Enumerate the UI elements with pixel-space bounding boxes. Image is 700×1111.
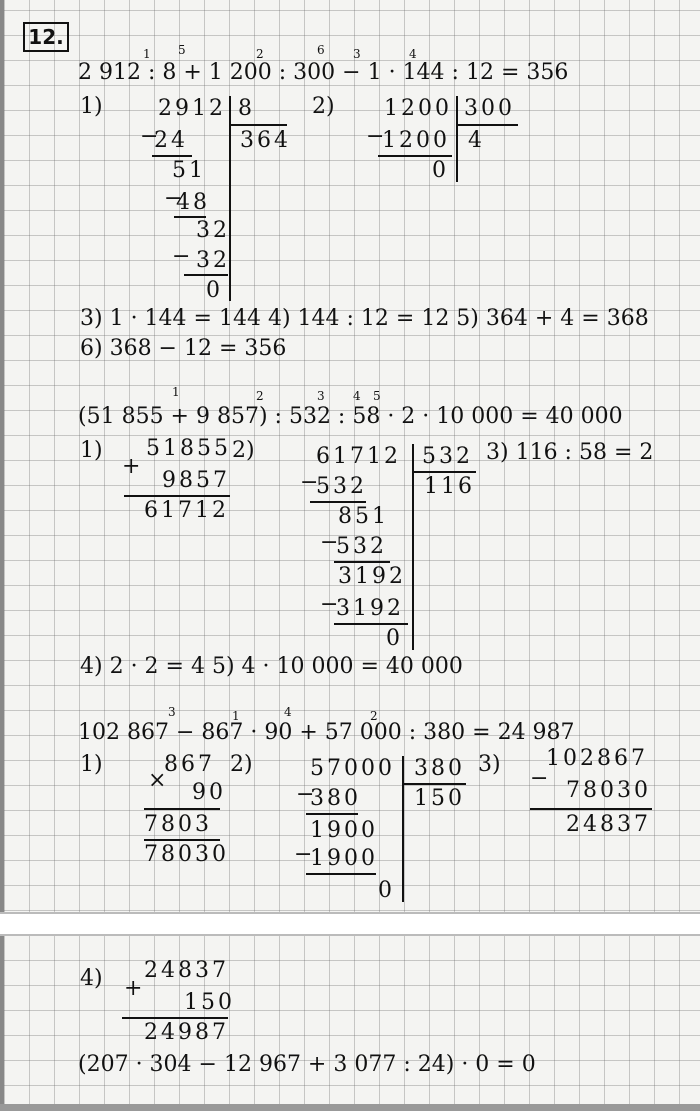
quotient: 364 — [240, 128, 291, 153]
remainder: 3192 — [338, 564, 406, 589]
sum: 24987 — [144, 1020, 229, 1045]
dividend: 2912 — [158, 96, 226, 121]
order-mark: 1 — [172, 385, 180, 399]
remainder: 0 — [386, 626, 400, 651]
dividend: 61712 — [316, 444, 401, 469]
remainder: 32 — [196, 218, 230, 243]
order-mark: 6 — [317, 43, 325, 57]
remainder: 0 — [206, 278, 220, 303]
subtrahend: 78030 — [566, 778, 651, 803]
underline — [184, 274, 228, 276]
underline — [378, 155, 452, 157]
underline — [124, 495, 230, 497]
division-underline — [231, 124, 287, 126]
quotient: 116 — [424, 474, 475, 499]
minus-sign: − — [320, 530, 339, 555]
minus-sign: − — [530, 766, 549, 791]
remainder: 0 — [432, 158, 446, 183]
sum: 61712 — [144, 498, 229, 523]
remainder: 1900 — [310, 818, 378, 843]
factor: 867 — [164, 752, 215, 777]
order-mark: 3 — [168, 705, 176, 719]
division-underline — [404, 783, 466, 785]
order-mark: 4 — [353, 389, 361, 403]
order-mark: 4 — [284, 705, 292, 719]
divisor: 8 — [238, 96, 252, 121]
step-label: 4) — [80, 966, 103, 991]
step-label: 3) — [478, 752, 501, 777]
division-underline — [458, 124, 518, 126]
order-mark: 2 — [370, 709, 378, 723]
underline — [122, 1017, 228, 1019]
underline — [530, 808, 652, 810]
subtrahend: 32 — [196, 248, 230, 273]
remainder: 851 — [338, 504, 389, 529]
addend: 9857 — [162, 468, 230, 493]
minus-sign: − — [296, 782, 315, 807]
minuend: 102867 — [546, 746, 648, 771]
page-edge-left — [0, 0, 4, 1111]
division-bar — [456, 96, 458, 182]
underline — [334, 623, 408, 625]
steps-line: 3) 1 · 144 = 144 4) 144 : 12 = 12 5) 364 + 4 = 368 — [80, 306, 649, 331]
addend: 150 — [184, 990, 235, 1015]
steps-line: 4) 2 · 2 = 4 5) 4 · 10 000 = 40 000 — [80, 654, 463, 679]
order-mark: 1 — [143, 47, 151, 61]
remainder: 51 — [172, 158, 206, 183]
addend: 51855 — [146, 436, 231, 461]
subtrahend: 3192 — [336, 596, 404, 621]
underline — [152, 155, 192, 157]
division-underline — [414, 471, 476, 473]
divisor: 380 — [414, 756, 465, 781]
expression-3: 102 867 − 867 · 90 + 57 000 : 380 = 24 987 — [78, 720, 575, 745]
plus-sign: + — [122, 454, 141, 479]
underline — [144, 808, 220, 810]
page-edge-bottom — [0, 1104, 700, 1111]
dividend: 1200 — [384, 96, 452, 121]
subtrahend: 1200 — [382, 128, 450, 153]
step-label: 2) — [232, 438, 255, 463]
order-mark: 4 — [409, 47, 417, 61]
minus-sign: − — [366, 124, 385, 149]
subtrahend: 532 — [336, 534, 387, 559]
step-label: 1) — [80, 438, 103, 463]
addend: 24837 — [144, 958, 229, 983]
dividend: 57000 — [310, 756, 395, 781]
underline — [306, 873, 376, 875]
divisor: 300 — [464, 96, 515, 121]
minus-sign: − — [320, 592, 339, 617]
product: 78030 — [144, 842, 229, 867]
division-bar — [412, 444, 414, 650]
underline — [310, 501, 366, 503]
minus-sign: − — [164, 186, 183, 211]
subtrahend: 380 — [310, 786, 361, 811]
expression-4: (207 · 304 − 12 967 + 3 077 : 24) · 0 = 0 — [78, 1052, 536, 1077]
minus-sign: − — [140, 124, 159, 149]
subtrahend: 48 — [176, 190, 210, 215]
remainder: 0 — [378, 878, 392, 903]
subtrahend: 532 — [316, 474, 367, 499]
underline — [144, 839, 220, 841]
subtrahend: 24 — [154, 128, 188, 153]
difference: 24837 — [566, 812, 651, 837]
quotient: 150 — [414, 786, 465, 811]
order-mark: 3 — [317, 389, 325, 403]
order-mark: 1 — [232, 709, 240, 723]
times-sign: × — [148, 768, 167, 793]
subtrahend: 1900 — [310, 846, 378, 871]
step-label: 2) — [230, 752, 253, 777]
minus-sign: − — [300, 470, 319, 495]
expression-1: 2 912 : 8 + 1 200 : 300 − 1 · 144 : 12 = 356 — [78, 60, 569, 85]
partial-product: 7803 — [144, 812, 212, 837]
minus-sign: − — [294, 842, 313, 867]
plus-sign: + — [124, 976, 143, 1001]
division-bar — [402, 756, 404, 902]
factor: 90 — [192, 780, 226, 805]
order-mark: 2 — [256, 47, 264, 61]
minus-sign: − — [172, 244, 191, 269]
order-mark: 5 — [373, 389, 381, 403]
expression-2: (51 855 + 9 857) : 532 : 58 · 2 · 10 000 = 40 000 — [78, 404, 623, 429]
underline — [334, 561, 390, 563]
page-break — [0, 912, 700, 936]
step-label: 1) — [80, 94, 103, 119]
order-mark: 3 — [353, 47, 361, 61]
order-mark: 2 — [256, 389, 264, 403]
order-mark: 5 — [178, 43, 186, 57]
step-label: 1) — [80, 752, 103, 777]
quotient: 4 — [468, 128, 482, 153]
steps-line: 6) 368 − 12 = 356 — [80, 336, 287, 361]
divisor: 532 — [422, 444, 473, 469]
step-label: 2) — [312, 94, 335, 119]
step-3: 3) 116 : 58 = 2 — [486, 440, 654, 465]
task-number-badge: 12. — [23, 22, 69, 52]
underline — [306, 813, 358, 815]
